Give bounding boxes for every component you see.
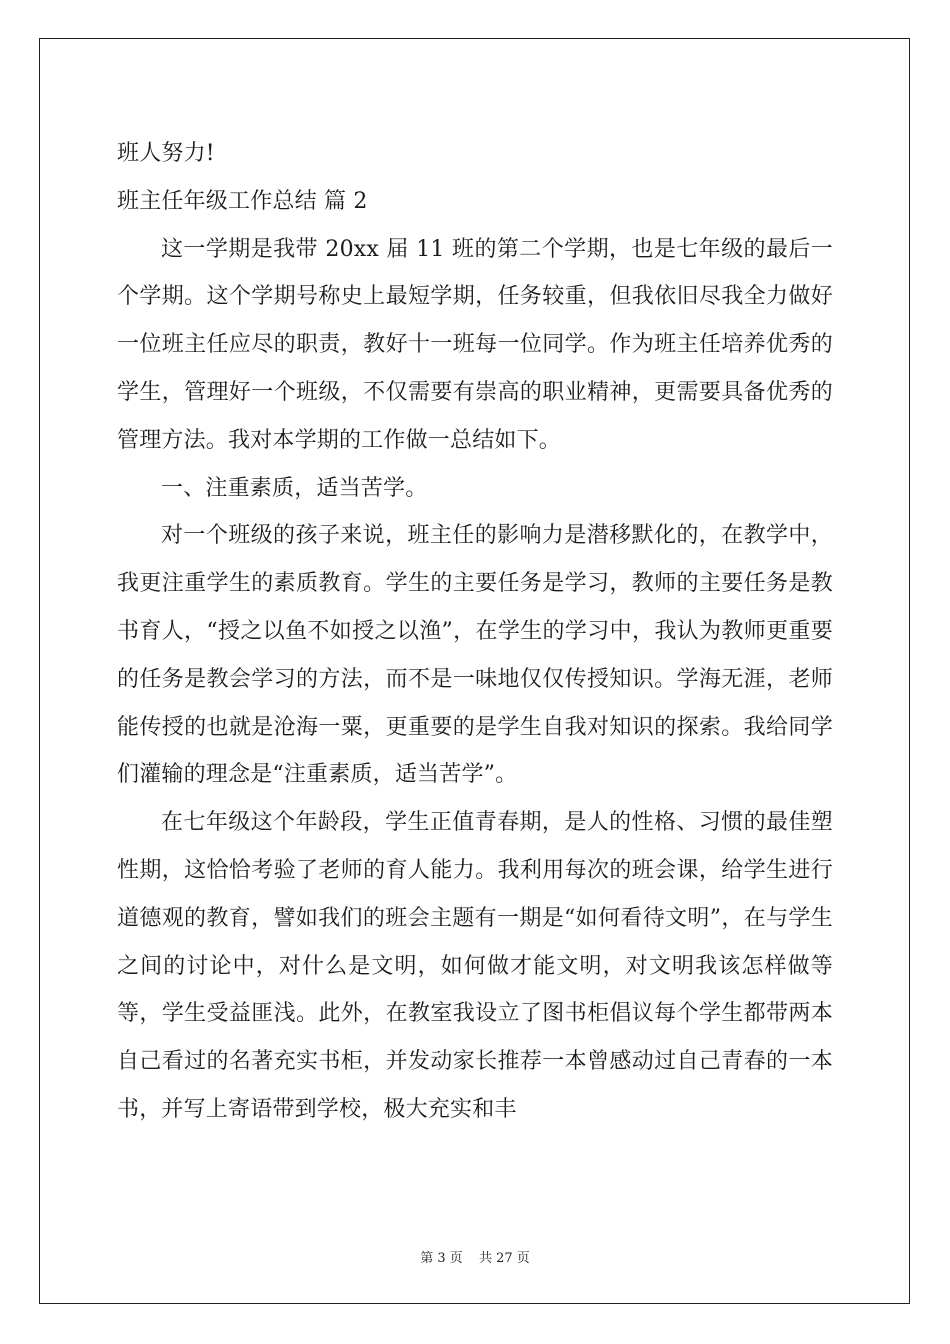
opening-line: 班人努力! (117, 141, 215, 166)
paragraph-moral-education: 在七年级这个年龄段，学生正值青春期，是人的性格、习惯的最佳塑性期，这恰恰考验了老师的育人能力。我利用每次的班会课，给学生进行道德观的教育，譬如我们的班会主题有一期是“如何看待文明”，在与学生之间的讨论中，对什么是文明，如何做才能文明，对文明我该怎样做等等，学生受益匪浅。此外，在教室我设立了图书柜倡议每个学生都带两本自己看过的名著充实书柜，并发动家长推荐一本曾感动过自己青春的一本书，并写上寄语带到学校，极大充实和丰 (117, 810, 833, 1122)
document-body (117, 130, 833, 1134)
page-number: 第 3 页 (420, 1251, 463, 1266)
paragraph-quality-education: 对一个班级的孩子来说，班主任的影响力是潜移默化的，在教学中，我更注重学生的素质教育。学生的主要任务是学习，教师的主要任务是教书育人，“授之以鱼不如授之以渔”，在学生的学习中，我认为教师更重要的任务是教会学习的方法，而不是一味地仅仅传授知识。学海无涯，老师能传授的也就是沧海一粟，更重要的是学生自我对知识的探索。我给同学们灌输的理念是“注重素质，适当苦学”。 (117, 523, 833, 788)
page-total: 共 27 页 (478, 1251, 530, 1266)
paragraph-intro: 这一学期是我带 20xx 届 11 班的第二个学期，也是七年级的最后一个学期。这个学期号称史上最短学期，任务较重，但我依旧尽我全力做好一位班主任应尽的职责，教好十一班每一位同学。作为班主任培养优秀的学生，管理好一个班级，不仅需要有崇高的职业精神，更需要具备优秀的管理方法。我对本学期的工作做一总结如下。 (117, 236, 833, 453)
page-footer (0, 1247, 950, 1266)
heading-point-one: 一、注重素质，适当苦学。 (161, 475, 428, 501)
section-title: 班主任年级工作总结 篇 2 (117, 188, 368, 214)
